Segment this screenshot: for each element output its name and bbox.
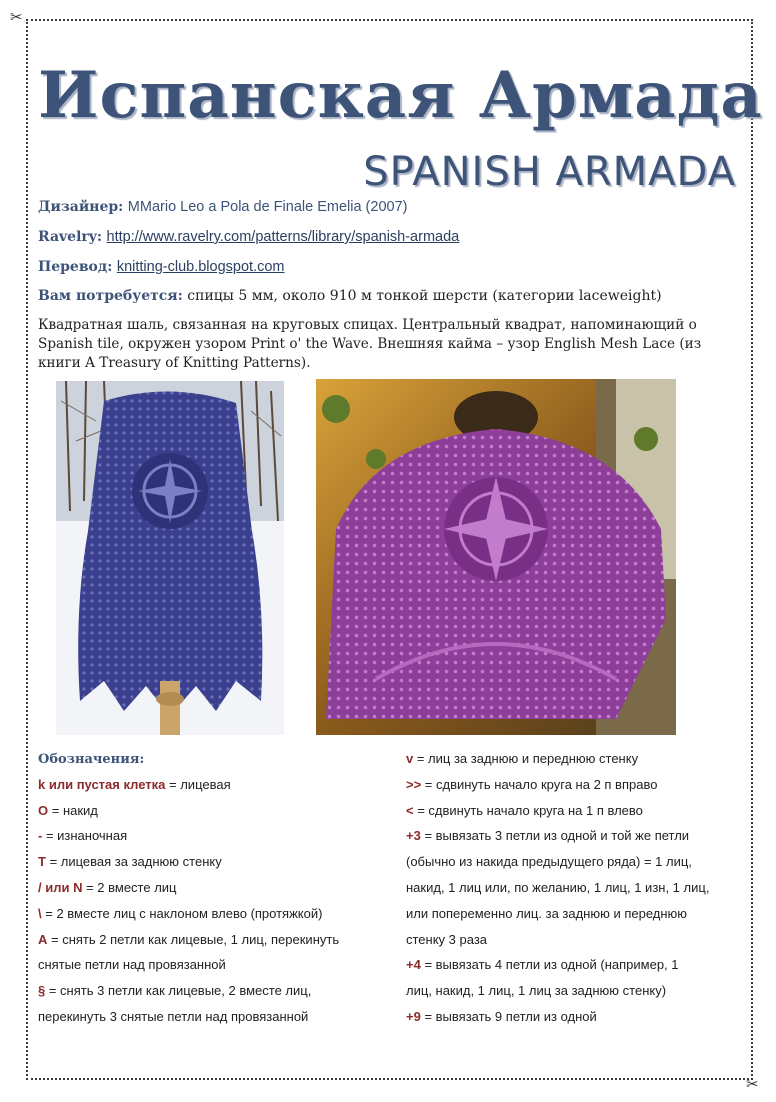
legend-right-column — [406, 746, 746, 1030]
legend-text: = изнаночная — [42, 828, 128, 844]
materials-line — [38, 287, 738, 305]
materials-value: спицы 5 мм, около 910 м тонкой шерсти (категории laceweight) — [187, 288, 662, 304]
legend-symbol: k или пустая клетка — [38, 776, 166, 792]
legend-item — [406, 823, 746, 849]
legend-text: накид, 1 лиц или, по желанию, 1 лиц, 1 изн, 1 лиц, — [406, 879, 710, 895]
legend-symbol: O — [38, 802, 49, 818]
legend-text: стенку 3 раза — [406, 931, 488, 947]
legend-symbol: A — [38, 931, 48, 947]
legend-item — [38, 798, 383, 824]
legend-text: = 2 вместе лиц с наклоном влево (протяжкой) — [41, 905, 323, 921]
legend-text: = сдвинуть начало круга на 1 п влево — [413, 802, 643, 818]
ravelry-label: Ravelry: — [38, 229, 103, 245]
legend-symbol: +3 — [406, 828, 421, 844]
legend-item — [406, 978, 746, 1004]
legend-item — [38, 772, 383, 798]
legend-text: = лицевая за заднюю стенку — [45, 854, 222, 870]
designer-value: MMario Leo a Pola de Finale Emelia (2007) — [127, 199, 408, 215]
legend-item — [406, 875, 746, 901]
legend-item — [406, 772, 746, 798]
legend-text: = снять 3 петли как лицевые, 2 вместе лиц, — [45, 983, 312, 999]
designer-label: Дизайнер: — [38, 199, 124, 215]
legend-symbol: < — [406, 802, 414, 818]
legend-symbol: +9 — [406, 1008, 421, 1024]
legend-text: лиц, накид, 1 лиц, 1 лиц за заднюю стенку) — [406, 983, 667, 999]
legend-text: = вывязать 9 петли из одной — [420, 1008, 597, 1024]
legend-item — [406, 901, 746, 927]
legend-symbol: - — [38, 828, 43, 844]
legend-item — [38, 952, 383, 978]
ravelry-link[interactable]: http://www.ravelry.com/patterns/library/spanish-armada — [106, 229, 460, 245]
legend-left-column — [38, 746, 383, 1030]
legend-text: = лиц за заднюю и переднюю стенку — [413, 751, 639, 766]
legend-text: = сдвинуть начало круга на 2 п вправо — [421, 776, 658, 792]
ravelry-line — [38, 228, 738, 246]
legend-symbol: >> — [406, 776, 422, 792]
legend-text: снятые петли над провязанной — [38, 957, 226, 973]
legend-text: = лицевая — [165, 776, 231, 792]
legend-header — [38, 746, 383, 772]
designer-line — [38, 198, 738, 216]
legend-item — [406, 927, 746, 953]
title-russian: Испанская Армада — [38, 58, 763, 133]
description-paragraph: Квадратная шаль, связанная на круговых спицах. Центральный квадрат, напоминающий о Spanish tile, окружен узором Print o' the Wave. Внешняя кайма – узор English Mesh Lace (из книги A Treasury of Knitting Patterns). — [38, 317, 702, 371]
legend-item — [406, 952, 746, 978]
legend-item — [406, 798, 746, 824]
legend-item — [406, 746, 746, 772]
materials-label: Вам потребуется: — [38, 288, 183, 304]
legend-text: перекинуть 3 снятые петли над провязанной — [38, 1008, 309, 1024]
legend-symbol: +4 — [406, 957, 421, 973]
photo-blue-shawl — [56, 381, 284, 735]
legend-text: (обычно из накида предыдущего ряда) = 1 лиц, — [406, 854, 692, 870]
legend-item — [38, 978, 383, 1004]
legend-item — [38, 927, 383, 953]
legend-title: Обозначения: — [38, 752, 145, 767]
legend-text: = вывязать 4 петли из одной (например, 1 — [420, 957, 679, 973]
legend-text: = накид — [48, 802, 98, 818]
title-english: SPANISH ARMADA — [363, 149, 736, 195]
legend-item — [38, 1004, 383, 1030]
photo-purple-shawl — [316, 379, 676, 735]
scissors-icon: ✂ — [10, 8, 23, 26]
legend-item — [38, 823, 383, 849]
legend-item — [38, 875, 383, 901]
legend-symbol: / или N — [38, 879, 83, 895]
translation-label: Перевод: — [38, 259, 113, 275]
legend-symbol: v — [406, 751, 414, 766]
legend-item — [38, 849, 383, 875]
legend-text: = снять 2 петли как лицевые, 1 лиц, перекинуть — [47, 931, 340, 947]
legend-text: или попеременно лиц. за заднюю и переднюю — [406, 905, 688, 921]
translation-line — [38, 258, 738, 276]
legend-item — [406, 1004, 746, 1030]
legend-symbol: § — [38, 983, 46, 999]
legend-symbol: \ — [38, 905, 42, 921]
legend-item — [406, 849, 746, 875]
legend-item — [38, 901, 383, 927]
scissors-icon: ✂ — [746, 1075, 759, 1093]
legend-text: = 2 вместе лиц — [82, 879, 177, 895]
translation-link[interactable]: knitting-club.blogspot.com — [116, 259, 285, 275]
legend-symbol: T — [38, 854, 46, 870]
legend-text: = вывязать 3 петли из одной и той же петли — [420, 828, 690, 844]
